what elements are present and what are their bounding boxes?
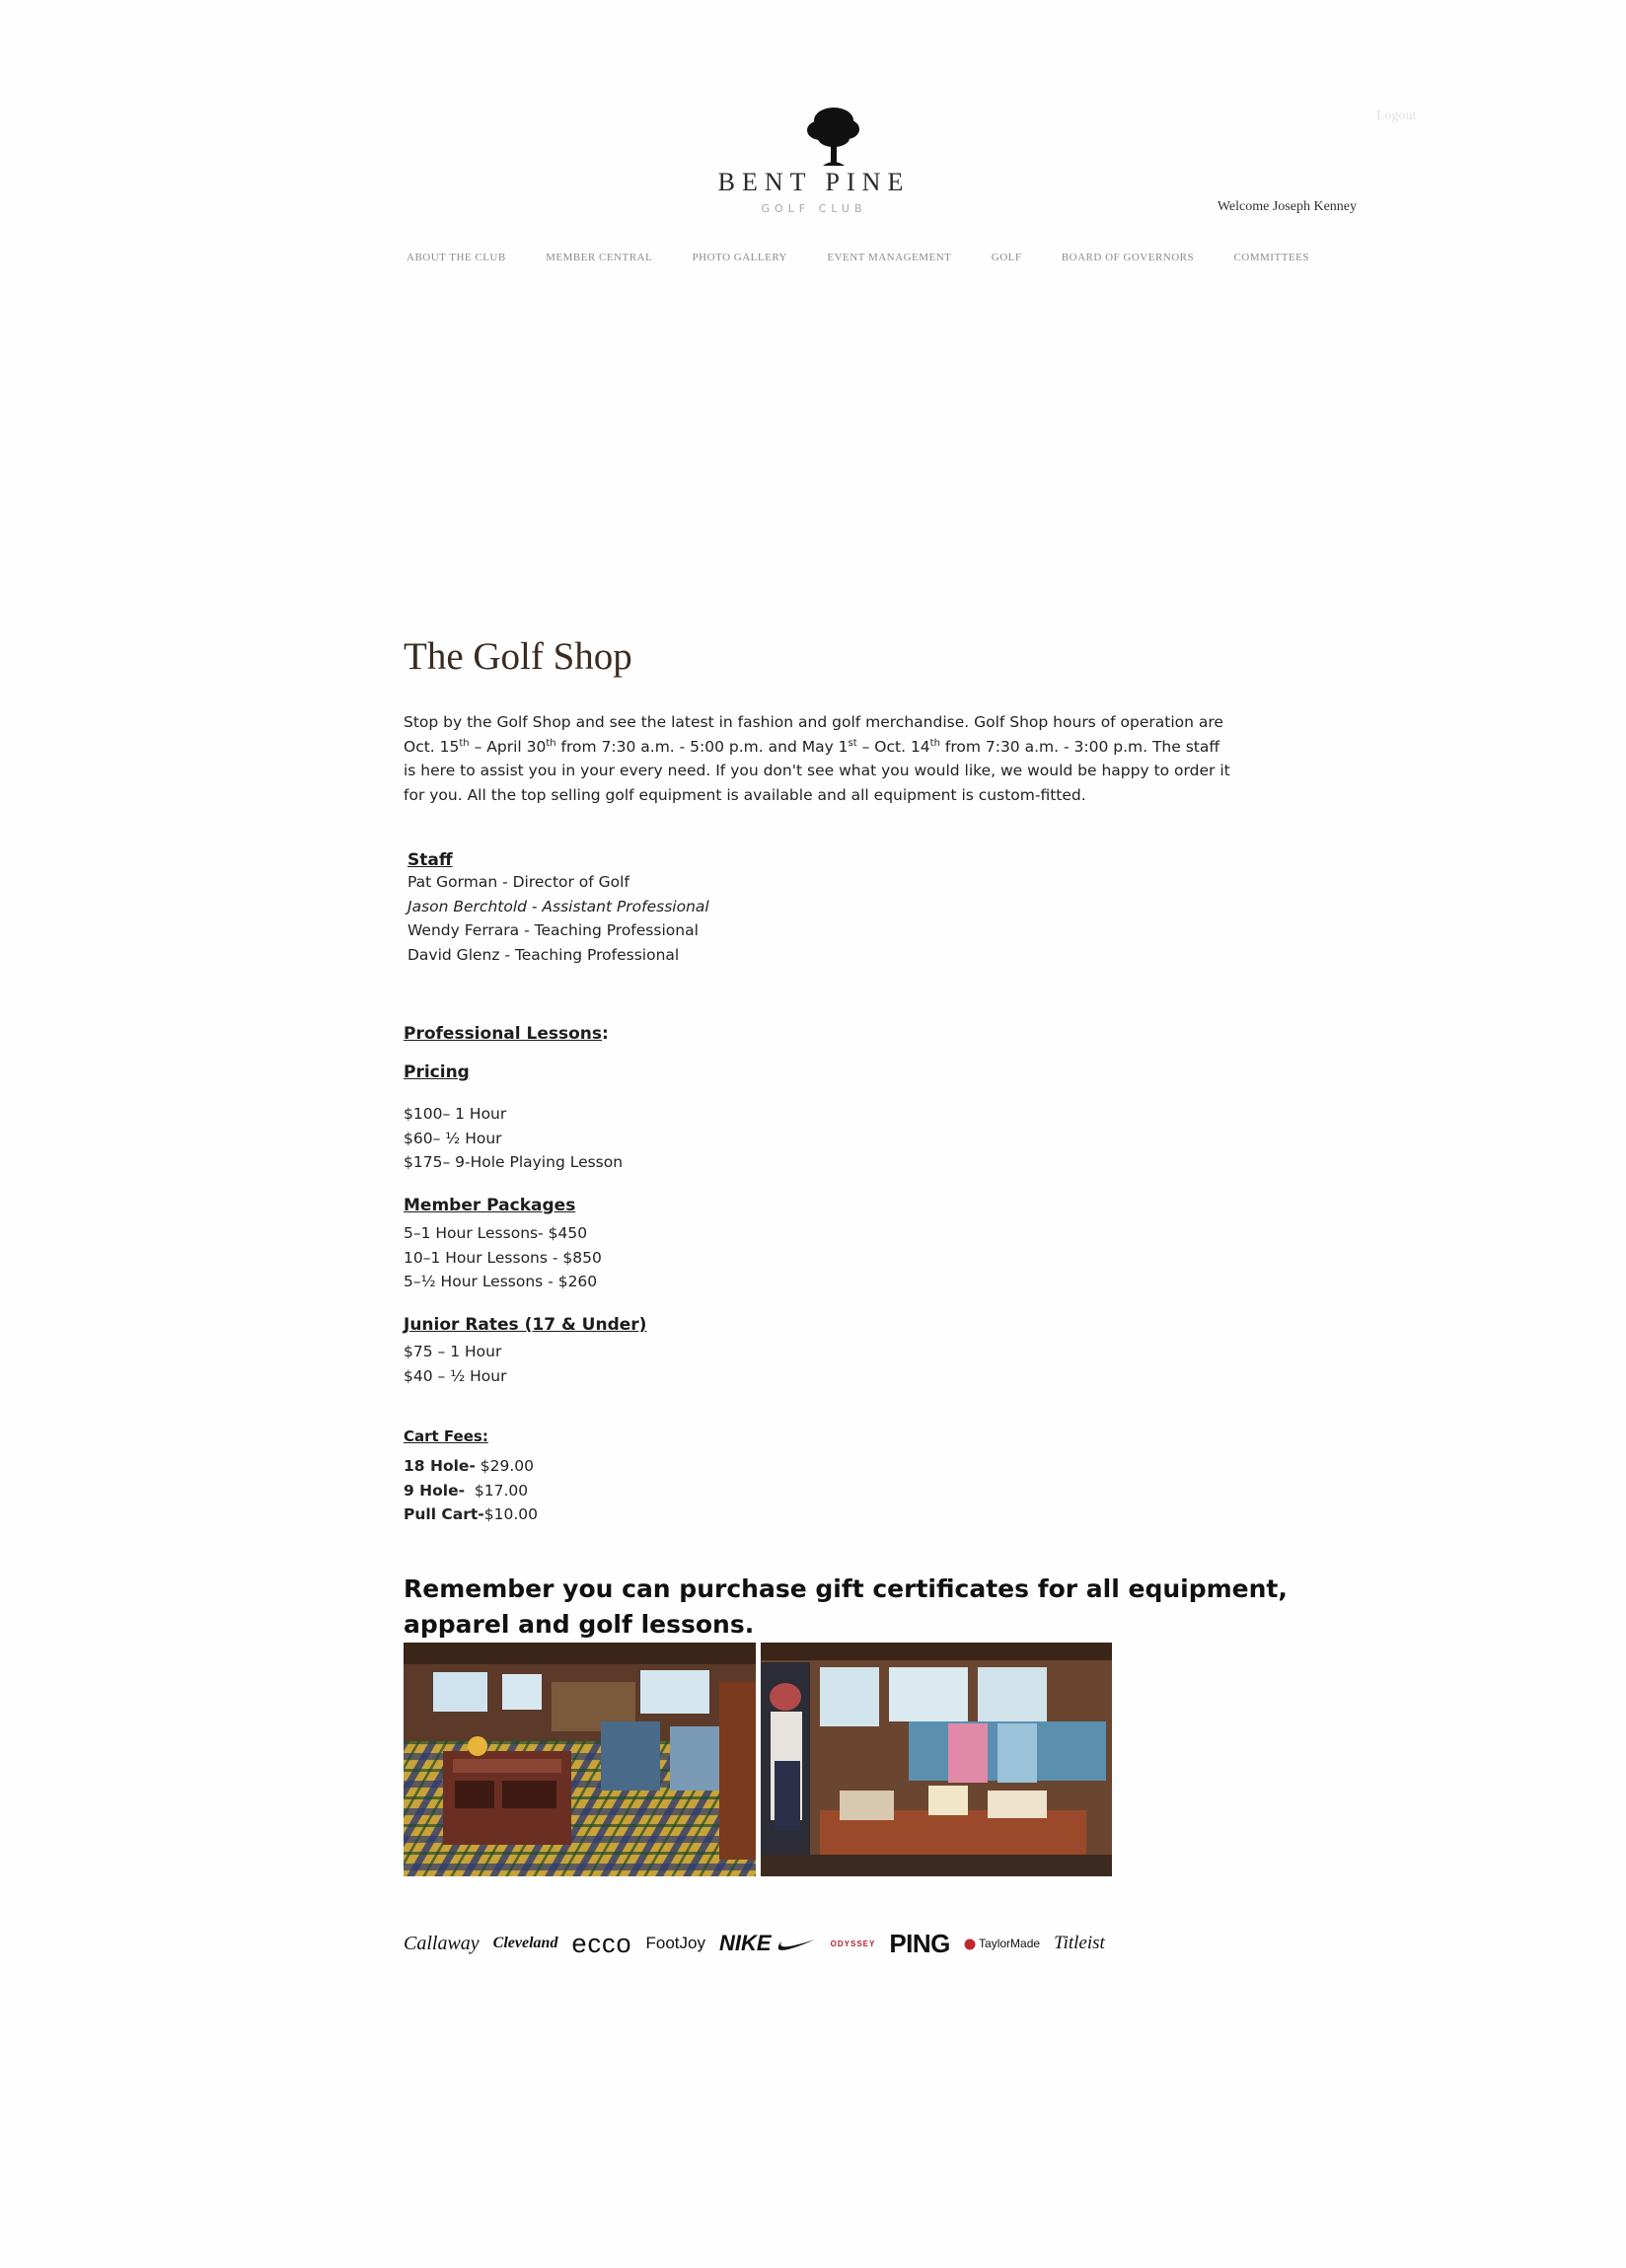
staff-list <box>407 870 709 967</box>
staff-member: Pat Gorman - Director of Golf <box>407 873 629 891</box>
pine-tree-logo-icon[interactable] <box>801 101 866 170</box>
brand-subtitle: GOLF CLUB <box>761 202 867 215</box>
junior-rates-list <box>404 1340 506 1388</box>
pricing-list <box>404 1102 623 1175</box>
odyssey-logo: ODYSSEY <box>830 1939 876 1948</box>
intro-line-4: for you. All the top selling golf equipment is available and all equipment is custom-fitted. <box>404 785 1086 804</box>
ecco-logo: ecco <box>571 1928 632 1958</box>
junior-rate-item: $75 – 1 Hour <box>404 1343 502 1360</box>
lessons-heading <box>404 1024 609 1044</box>
nike-swoosh-icon <box>777 1937 817 1952</box>
price-item: $60– ½ Hour <box>404 1129 502 1147</box>
nav-board-of-governors[interactable]: BOARD OF GOVERNORS <box>1061 252 1195 263</box>
welcome-message: Welcome Joseph Kenney <box>1217 199 1357 214</box>
cleveland-logo: Cleveland <box>492 1935 558 1951</box>
junior-rate-item: $40 – ½ Hour <box>404 1366 507 1385</box>
nav-event-management[interactable]: EVENT MANAGEMENT <box>827 252 952 263</box>
nike-logo: NIKE <box>719 1931 817 1956</box>
nav-committees[interactable]: COMMITTEES <box>1233 252 1309 263</box>
lessons-heading-text: Professional Lessons <box>404 1024 603 1044</box>
apparel-display-photo <box>761 1643 1112 1876</box>
junior-rates-heading: Junior Rates (17 & Under) <box>404 1315 647 1335</box>
lessons-heading-colon: : <box>602 1024 609 1044</box>
page-title: The Golf Shop <box>404 635 632 678</box>
cart-fees-list <box>404 1454 538 1527</box>
nav-about-the-club[interactable]: ABOUT THE CLUB <box>406 252 506 263</box>
cart-fee-item: 18 Hole- $29.00 <box>404 1457 535 1475</box>
nav-photo-gallery[interactable]: PHOTO GALLERY <box>692 252 788 263</box>
intro-line-2: Oct. 15th – April 30th from 7:30 a.m. - 5:00 p.m. and May 1st – Oct. 14th from 7:30 a.m. - 3:00 p.m. The staff <box>404 737 1220 756</box>
member-packages-list <box>404 1221 602 1294</box>
callaway-logo: Callaway <box>404 1932 480 1954</box>
cart-fee-item: Pull Cart-$10.00 <box>404 1505 538 1523</box>
cart-fee-item: 9 Hole- $17.00 <box>404 1481 529 1500</box>
golf-shop-interior-photo <box>404 1643 756 1876</box>
footjoy-logo: FootJoy <box>645 1934 705 1952</box>
member-packages-heading: Member Packages <box>404 1196 576 1215</box>
staff-member: Wendy Ferrara - Teaching Professional <box>407 921 699 939</box>
titleist-logo: Titleist <box>1054 1933 1105 1953</box>
intro-line-3: is here to assist you in your every need. If you don't see what you would like, we would be happy to order it <box>404 762 1230 779</box>
package-item: 5–½ Hour Lessons - $260 <box>404 1273 598 1290</box>
pricing-heading: Pricing <box>404 1062 470 1082</box>
package-item: 10–1 Hour Lessons - $850 <box>404 1248 602 1267</box>
logout-link[interactable]: Logout <box>1376 109 1417 123</box>
staff-section <box>407 850 709 967</box>
package-item: 5–1 Hour Lessons- $450 <box>404 1224 588 1242</box>
intro-text <box>404 710 1311 807</box>
nav-member-central[interactable]: MEMBER CENTRAL <box>546 252 653 263</box>
staff-heading: Staff <box>407 850 453 870</box>
taylormade-logo: TaylorMade <box>964 1937 1040 1950</box>
price-item: $100– 1 Hour <box>404 1105 507 1123</box>
main-nav <box>406 252 1309 263</box>
brand-name: BENT PINE <box>717 168 911 196</box>
nav-golf[interactable]: GOLF <box>991 252 1022 263</box>
price-item: $175– 9-Hole Playing Lesson <box>404 1153 624 1171</box>
staff-member: David Glenz - Teaching Professional <box>407 945 680 964</box>
staff-member: Jason Berchtold - Assistant Professional <box>407 897 709 915</box>
cart-fees-heading: Cart Fees: <box>404 1427 488 1445</box>
gift-certificate-note: Remember you can purchase gift certificates for all equipment, apparel and golf lessons. <box>404 1574 1288 1639</box>
taylormade-circle-icon <box>964 1939 976 1950</box>
intro-line-1: Stop by the Golf Shop and see the latest in fashion and golf merchandise. Golf Shop hours of operation are <box>404 713 1223 731</box>
ping-logo: PING <box>889 1928 950 1958</box>
brand-logos <box>404 1924 1105 1963</box>
